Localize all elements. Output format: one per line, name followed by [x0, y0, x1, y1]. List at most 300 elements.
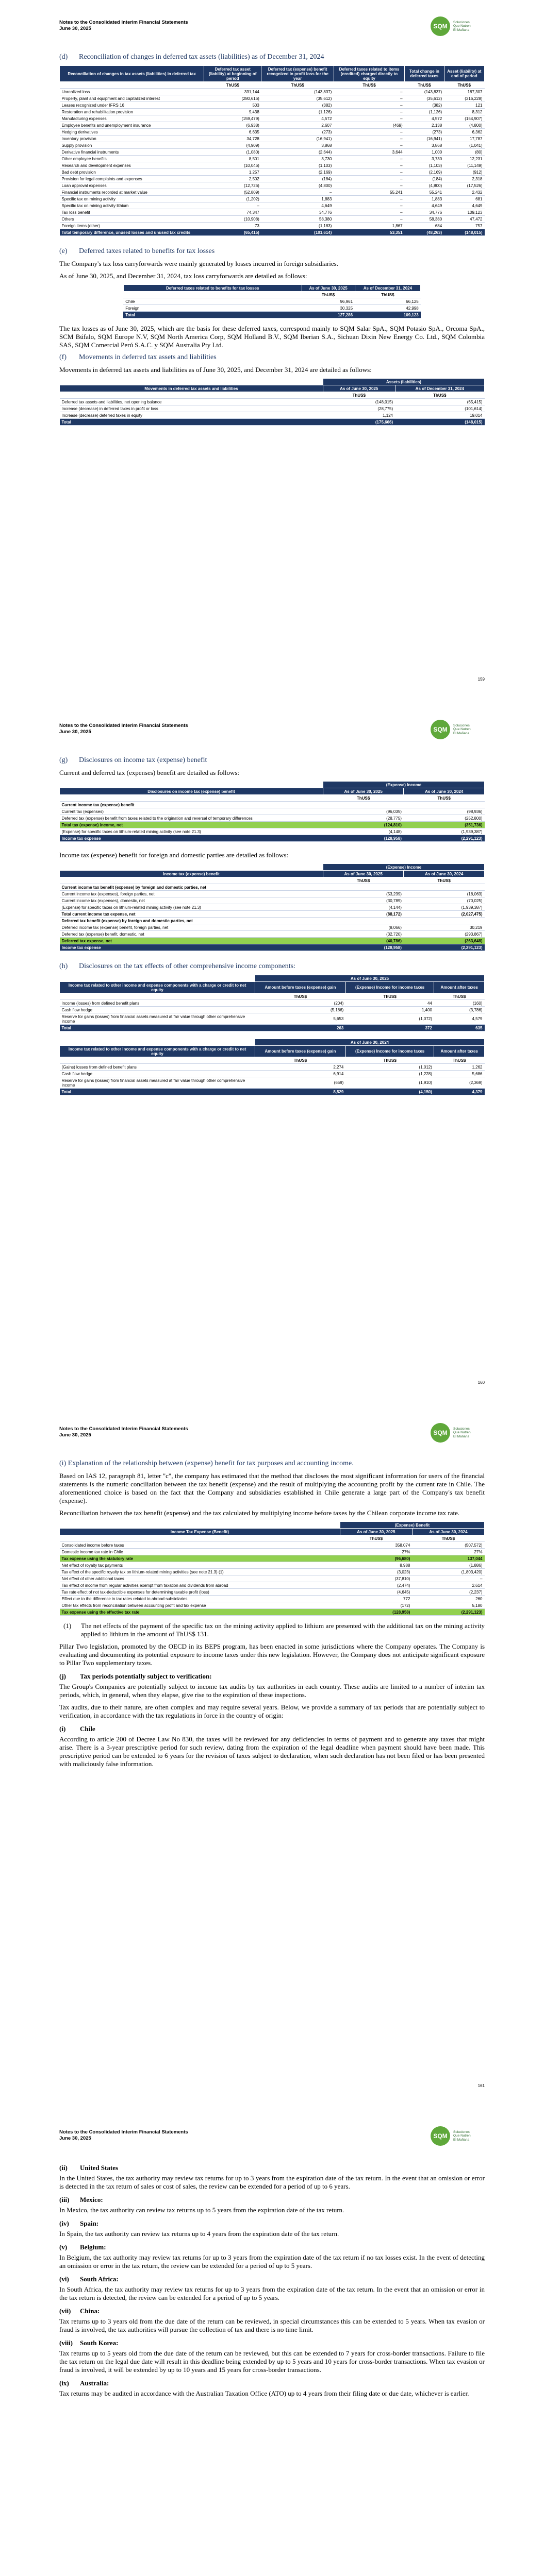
- table-row: [60, 924, 485, 931]
- cell-value: (28,775): [323, 405, 395, 412]
- row-label: Domestic income tax rate in Chile: [60, 1549, 340, 1555]
- deferred-tax-reconciliation-table: [59, 65, 485, 236]
- row-label: Current income tax (expenses), foreign parties, net: [60, 891, 323, 897]
- unit-row: [60, 1535, 485, 1542]
- row-label: Deferred income tax (expense) benefit, foreign parties, net: [60, 924, 323, 931]
- cell-value: (175,666): [323, 419, 395, 426]
- cell-value: 5,653: [255, 1013, 346, 1025]
- cell-value: (148,015): [444, 229, 484, 236]
- table-row: [60, 1542, 485, 1549]
- table-row: [60, 1064, 485, 1071]
- cell-value: 8,312: [444, 109, 484, 115]
- logo-mark: SQM: [431, 2126, 450, 2146]
- country-number: (iii): [59, 2196, 70, 2204]
- country-heading: [59, 2339, 485, 2347]
- cell-value: 27%: [340, 1549, 412, 1555]
- unit-row: [60, 877, 485, 884]
- row-label: Reserve for gains (losses) from financial assets measured at fair value through other comprehensive income: [60, 1077, 255, 1089]
- country-heading: [59, 2164, 485, 2172]
- company-logo: [431, 1422, 485, 1444]
- cell-value: 66,125: [355, 298, 421, 305]
- total-row: [60, 944, 485, 951]
- table-row: [60, 1071, 485, 1077]
- cell-value: (263,648): [404, 938, 485, 944]
- cell-value: (11,149): [444, 162, 484, 169]
- cell-value: (507,572): [412, 1542, 484, 1549]
- cell-value: –: [334, 102, 404, 109]
- cell-value: 4,579: [434, 1013, 485, 1025]
- cell-value: 4,649: [405, 202, 444, 209]
- logo-mark: SQM: [431, 16, 450, 36]
- header-row: [60, 385, 485, 392]
- row-label: Tax effect of income from regular activities exempt from taxation and dividends from abroad: [60, 1582, 340, 1589]
- country-tax-periods-list: [59, 2164, 485, 2398]
- table-row: [60, 216, 485, 223]
- unit-cell: ThUS$: [405, 82, 444, 89]
- cell-value: (1,803,420): [412, 1569, 484, 1575]
- cell-value: 635: [434, 1025, 485, 1031]
- column-header: As of June 30, 2024: [412, 1529, 484, 1535]
- row-label: Total: [60, 419, 323, 426]
- country-title: Australia:: [80, 2379, 109, 2387]
- oci-tax-effects-2025-table: [59, 975, 485, 1031]
- cell-value: 358,074: [340, 1542, 412, 1549]
- cell-value: 684: [405, 223, 444, 229]
- row-label: (Gains) losses from defined benefit plans: [60, 1064, 255, 1071]
- cell-value: (5,186): [255, 1007, 346, 1013]
- country-heading: [59, 2196, 485, 2204]
- row-label: Total tax (expense) income, net: [60, 822, 323, 828]
- cell-value: (1,103): [261, 162, 334, 169]
- cell-value: 19,014: [395, 412, 484, 419]
- table-row: [60, 95, 485, 102]
- cell-value: (160): [434, 1000, 485, 1007]
- column-header: (Expense) Income for income taxes: [345, 1046, 434, 1057]
- row-label: Inventory provision: [60, 135, 204, 142]
- row-label: Reserve for gains (losses) from financial assets measured at fair value through other comprehensive income: [60, 1013, 255, 1025]
- table-row: [60, 405, 485, 412]
- cell-value: (17,526): [444, 182, 484, 189]
- section-row: [60, 918, 485, 924]
- unit-cell: ThUS$: [334, 82, 404, 89]
- unit-cell: ThUS$: [255, 993, 346, 1000]
- group-header: As of June 30, 2025: [255, 975, 485, 982]
- total-row: [60, 835, 485, 842]
- cell-value: 3,730: [261, 156, 334, 162]
- table-row: [60, 897, 485, 904]
- page-header: [59, 703, 485, 752]
- table-row: [60, 209, 485, 216]
- row-label: Tax expense using the statutory rate: [60, 1555, 340, 1562]
- cell-value: 17,787: [444, 135, 484, 142]
- cell-value: (1,103): [405, 162, 444, 169]
- table-row: [60, 142, 485, 149]
- row-label: Unrealized loss: [60, 89, 204, 95]
- table-row: [60, 808, 485, 815]
- cell-value: (1,126): [405, 109, 444, 115]
- cell-value: (12,726): [204, 182, 261, 189]
- cell-value: (184): [405, 176, 444, 182]
- section-d-heading: (d) Reconciliation of changes in deferred tax assets (liabilities) as of December 31, 2024: [59, 53, 324, 61]
- unit-cell: ThUS$: [444, 82, 484, 89]
- country-title: Belgium:: [80, 2243, 106, 2251]
- cell-value: (293,867): [404, 931, 485, 938]
- unit-cell: [123, 292, 302, 298]
- section-j-heading: (j) Tax periods potentially subject to verification:: [59, 1672, 212, 1680]
- cell-value: (35,612): [405, 95, 444, 102]
- cell-value: –: [412, 1575, 484, 1582]
- page-header: [59, 1406, 485, 1455]
- row-label: Employee benefits and unemployment insurance: [60, 122, 204, 129]
- table-row: [60, 1013, 485, 1025]
- country-number: (iv): [59, 2219, 69, 2227]
- row-label: Restoration and rehabilitation provision: [60, 109, 204, 115]
- cell-value: –: [334, 202, 404, 209]
- row-label: Other employee benefits: [60, 156, 204, 162]
- cell-value: –: [334, 209, 404, 216]
- cell-value: 127,286: [302, 312, 355, 318]
- cell-value: 4,379: [434, 1089, 485, 1095]
- row-label: Supply provision: [60, 142, 204, 149]
- cell-value: (273): [405, 129, 444, 135]
- row-label: Deferred tax (expense) benefit, domestic, net: [60, 931, 323, 938]
- cell-value: 73: [204, 223, 261, 229]
- section-label: Current income tax benefit (expense) by foreign and domestic parties, net: [60, 884, 485, 891]
- cell-value: 34,776: [405, 209, 444, 216]
- column-header: Amount after taxes: [434, 1046, 485, 1057]
- company-logo: [431, 15, 485, 37]
- header-title: Notes to the Consolidated Interim Financial Statements June 30, 2025: [59, 723, 188, 735]
- cell-value: (172): [340, 1602, 412, 1609]
- cell-value: 9,438: [204, 109, 261, 115]
- cell-value: 1,124: [323, 412, 395, 419]
- unit-cell: ThUS$: [345, 993, 434, 1000]
- country-title: United States: [80, 2164, 119, 2172]
- page-number: 161: [477, 2083, 485, 2088]
- row-label: Others: [60, 216, 204, 223]
- cell-value: 109,123: [355, 312, 421, 318]
- cell-value: (6,938): [204, 122, 261, 129]
- table-row: [60, 129, 485, 135]
- row-label: Total current income tax expense, net: [60, 911, 323, 918]
- country-number: (ix): [59, 2379, 69, 2387]
- country-title: South Korea:: [80, 2339, 119, 2347]
- page-161: [0, 1406, 544, 2110]
- cell-value: 1,000: [405, 149, 444, 156]
- country-number: (viii): [59, 2339, 73, 2347]
- table-row: [60, 182, 485, 189]
- cell-value: (37,810): [340, 1575, 412, 1582]
- page-162: [0, 2110, 544, 2576]
- cell-value: 2,614: [412, 1582, 484, 1589]
- paragraph: Current and deferred tax (expenses) benefit are detailed as follows:: [59, 769, 240, 776]
- row-label: Current income tax (expenses), domestic, net: [60, 897, 323, 904]
- cell-value: (143,837): [405, 89, 444, 95]
- unit-row: [60, 1057, 485, 1064]
- cell-value: 34,776: [261, 209, 334, 216]
- table-row: [60, 828, 485, 835]
- header-row: [60, 982, 485, 993]
- cell-value: (16,941): [261, 135, 334, 142]
- cell-value: 3,868: [261, 142, 334, 149]
- group-header-blank: [60, 1522, 340, 1529]
- row-label: Income tax expense: [60, 835, 323, 842]
- row-label: Effect due to the difference in tax rates related to abroad subsidiaries: [60, 1596, 340, 1602]
- cell-value: 44: [345, 1000, 434, 1007]
- group-header: (Expense) Income: [323, 864, 484, 871]
- unit-cell: ThUS$: [404, 877, 485, 884]
- company-logo: [431, 2125, 485, 2147]
- cell-value: (4,800): [261, 182, 334, 189]
- header-row: [60, 871, 485, 877]
- unit-cell: ThUS$: [323, 877, 404, 884]
- cell-value: 53,351: [334, 229, 404, 236]
- cell-value: 4,572: [261, 115, 334, 122]
- group-header-blank: [60, 975, 255, 982]
- table-row: [60, 1562, 485, 1569]
- section-label: Current income tax (expense) benefit: [60, 802, 485, 808]
- section-row: [60, 802, 485, 808]
- row-label: Total temporary difference, unused losses and unused tax credits: [60, 229, 204, 236]
- table-row: [123, 298, 421, 305]
- cell-value: 30,325: [302, 305, 355, 312]
- cell-value: (2,169): [261, 169, 334, 176]
- cell-value: –: [204, 202, 261, 209]
- table-row: [60, 176, 485, 182]
- cell-value: 34,728: [204, 135, 261, 142]
- cell-value: 137,044: [412, 1555, 484, 1562]
- cell-value: 3,868: [405, 142, 444, 149]
- cell-value: (2,291,123): [404, 944, 485, 951]
- cell-value: (280,616): [204, 95, 261, 102]
- table-row: [60, 162, 485, 169]
- column-header: Deferred tax asset (liability) at beginning of period: [204, 66, 261, 82]
- row-label: Specific tax on mining activity: [60, 196, 204, 202]
- cell-value: (1,202): [204, 196, 261, 202]
- cell-value: (2,474): [340, 1582, 412, 1589]
- deferred-tax-movements-table: [59, 378, 485, 426]
- cell-value: 4,649: [261, 202, 334, 209]
- row-label: Current tax (expenses): [60, 808, 323, 815]
- total-row: [60, 1025, 485, 1031]
- column-header: Amount before taxes (expense) gain: [255, 1046, 346, 1057]
- page-number: 160: [477, 1380, 485, 1385]
- group-header-row: [60, 1039, 485, 1046]
- cell-value: (1,183): [261, 223, 334, 229]
- country-paragraph: In Mexico, the tax authority can review tax returns up to 5 years from the expiration date of the tax return.: [59, 2206, 344, 2214]
- column-header: Amount after taxes: [434, 982, 485, 993]
- column-header: As of June 30, 2025: [302, 285, 355, 292]
- unit-row: [60, 392, 485, 399]
- cell-value: (128,958): [323, 944, 404, 951]
- unit-cell: [60, 82, 204, 89]
- column-header: Movements in deferred tax assets and liabilities: [60, 385, 323, 392]
- cell-value: (148,015): [395, 419, 484, 426]
- table-row: [60, 156, 485, 162]
- cell-value: (1,886): [412, 1562, 484, 1569]
- row-label: Financial instruments recorded at market value: [60, 189, 204, 196]
- cell-value: 772: [340, 1596, 412, 1602]
- cell-value: 6,362: [444, 129, 484, 135]
- subtotal-row: [60, 1555, 485, 1562]
- column-header: As of June 30, 2025: [323, 385, 395, 392]
- row-label: Deferred tax (expense) benefit from taxes related to the origination and reversal of temporary differences: [60, 815, 323, 822]
- country-paragraph: Tax returns may be audited in accordance with the Australian Taxation Office (ATO) up to 4 years from their filing date or due date, whichever is earlier.: [59, 2389, 469, 2397]
- country-heading: [59, 2219, 485, 2228]
- row-label: Other tax effects from reconciliation between accounting profit and tax expense: [60, 1602, 340, 1609]
- unit-cell: [60, 392, 323, 399]
- unit-cell: [60, 795, 323, 802]
- oci-tax-effects-2024-table: [59, 1039, 485, 1095]
- cell-value: –: [334, 135, 404, 142]
- column-header: Disclosures on income tax (expense) benefit: [60, 788, 323, 795]
- country-heading: [59, 2275, 485, 2283]
- paragraph: Income tax (expense) benefit for foreign and domestic parties are detailed as follows:: [59, 851, 288, 859]
- logo-tagline: Soluciones Que Nutren El Mañana: [453, 20, 471, 32]
- cell-value: (18,063): [404, 891, 485, 897]
- paragraph: As of June 30, 2025, and December 31, 2024, tax loss carryforwards are detailed as follows:: [59, 272, 307, 280]
- column-header: Income tax related to other income and expense components with a charge or credit to net equity: [60, 982, 255, 993]
- table-row: [60, 115, 485, 122]
- cell-value: (65,415): [204, 229, 261, 236]
- cell-value: (128,958): [323, 835, 404, 842]
- cell-value: (4,800): [444, 122, 484, 129]
- cell-value: 4,572: [405, 115, 444, 122]
- cell-value: (128,958): [340, 1609, 412, 1616]
- unit-cell: ThUS$: [340, 1535, 412, 1542]
- table-row: [60, 1589, 485, 1596]
- country-title: China:: [80, 2307, 100, 2315]
- cell-value: 8,988: [340, 1562, 412, 1569]
- header-title: Notes to the Consolidated Interim Financial Statements June 30, 2025: [59, 2129, 188, 2141]
- country-paragraph: In Spain, the tax authority can review tax returns up to 4 years from the expiration date of the tax return.: [59, 2230, 339, 2238]
- column-header: Income Tax Expense (Benefit): [60, 1529, 340, 1535]
- row-label: (Expense) for specific taxes on lithium-related mining activity (see note 21.3): [60, 828, 323, 835]
- cell-value: (52,809): [204, 189, 261, 196]
- cell-value: 55,241: [405, 189, 444, 196]
- table-row: [60, 149, 485, 156]
- unit-row: [123, 292, 421, 298]
- paragraph: Pillar Two legislation, promoted by the OECD in its BEPS program, has been enacted in some jurisdictions where the Company operates. The Company is evaluating and documenting its potential exposure to income taxes under this new legislation. However, the Company does not anticipate significant exposure to Pillar Two supplementary taxes.: [59, 1642, 485, 1667]
- cell-value: 2,318: [444, 176, 484, 182]
- total-row: [60, 419, 485, 426]
- cell-value: 5,180: [412, 1602, 484, 1609]
- cell-value: (96,035): [323, 808, 404, 815]
- cell-value: (1,080): [204, 149, 261, 156]
- cell-value: (88,172): [323, 911, 404, 918]
- cell-value: (4,800): [405, 182, 444, 189]
- country-heading: [59, 2379, 485, 2387]
- row-label: Net effect of royalty tax payments: [60, 1562, 340, 1569]
- column-header: Deferred taxes related to items (credited) charged directly to equity: [334, 66, 404, 82]
- row-label: (Expense) for specific taxes on lithium-related mining activity (see note 21.3): [60, 904, 323, 911]
- logo-tagline: Soluciones Que Nutren El Mañana: [453, 1427, 471, 1438]
- row-label: Total: [60, 1089, 255, 1095]
- column-header: As of June 30, 2025: [323, 871, 404, 877]
- header-row: [60, 1529, 485, 1535]
- section-g-heading: (g) Disclosures on income tax (expense) benefit: [59, 756, 207, 764]
- cell-value: 6,635: [204, 129, 261, 135]
- unit-cell: ThUS$: [355, 292, 421, 298]
- total-row: [60, 1089, 485, 1095]
- cell-value: 27%: [412, 1549, 484, 1555]
- column-header: Total change in deferred taxes: [405, 66, 444, 82]
- table-row: [60, 109, 485, 115]
- row-label: Increase (decrease) deferred taxes in equity: [60, 412, 323, 419]
- logo-mark: SQM: [431, 1423, 450, 1443]
- table-row: [60, 122, 485, 129]
- cell-value: 30,219: [404, 924, 485, 931]
- group-header-row: [60, 1522, 485, 1529]
- column-header: Deferred tax (expense) benefit recognized in profit loss for the year: [261, 66, 334, 82]
- group-header-row: [60, 864, 485, 871]
- group-header: (Expense) Income: [323, 782, 484, 788]
- cell-value: (1,939,387): [404, 904, 485, 911]
- section-label: Deferred tax benefit (expense) by foreign and domestic parties, net: [60, 918, 485, 924]
- row-label: Income (losses) from defined benefit plans: [60, 1000, 255, 1007]
- cell-value: (40,786): [323, 938, 404, 944]
- cell-value: (2,291,123): [404, 835, 485, 842]
- table-row: [60, 1602, 485, 1609]
- row-label: Cash flow hedge: [60, 1007, 255, 1013]
- row-label: Income tax expense: [60, 944, 323, 951]
- cell-value: (28,775): [323, 815, 404, 822]
- country-paragraph: In South Africa, the tax authority may review tax returns for up to 3 years from the expiration date of the tax return. In the event that an omission or error in the tax return is detected, the review can be extended for a period of up to 5 years.: [59, 2285, 485, 2301]
- country-paragraph: Tax returns up to 3 years old from the due date of the return can be reviewed, in special circumstances this can be extended to 5 years. When tax evasion or fraud is involved, the tax authorities will pursue the collection of tax and there is no time limit.: [59, 2317, 485, 2333]
- tax-rate-reconciliation-table: [59, 1521, 485, 1616]
- header-title: Notes to the Consolidated Interim Financial Statements June 30, 2025: [59, 1426, 188, 1438]
- cell-value: –: [334, 169, 404, 176]
- group-header-row: [60, 975, 485, 982]
- row-label: Cash flow hedge: [60, 1071, 255, 1077]
- column-header: As of June 30, 2024: [404, 788, 485, 795]
- cell-value: 2,607: [261, 122, 334, 129]
- cell-value: 121: [444, 102, 484, 109]
- cell-value: 96,961: [302, 298, 355, 305]
- row-label: Property, plant and equipment and capitalized interest: [60, 95, 204, 102]
- unit-cell: ThUS$: [345, 1057, 434, 1064]
- unit-cell: [60, 1057, 255, 1064]
- row-label: Tax effect of the specific royalty tax on lithium-related mining activities (see note 21.3) (1): [60, 1569, 340, 1575]
- country-number: (vi): [59, 2275, 69, 2283]
- cell-value: (48,263): [405, 229, 444, 236]
- cell-value: 757: [444, 223, 484, 229]
- table-row: [60, 1569, 485, 1575]
- cell-value: 331,144: [204, 89, 261, 95]
- country-paragraph: In Belgium, the tax authority may review tax returns for up to 3 years from the expiration date of the tax return if no tax losses exist. In the event of detecting an omission or error in the tax return, the review can be extended for a period of up to 5 years.: [59, 2253, 485, 2269]
- subtotal-row: [60, 822, 485, 828]
- cell-value: (1,126): [261, 109, 334, 115]
- cell-value: 12,231: [444, 156, 484, 162]
- table-row: [60, 1582, 485, 1589]
- paragraph: The Group's Companies are potentially subject to income tax audits by tax authorities in each country. These audits are limited to a number of interim tax periods, which, in general, when they elapse, give rise to the expiration of these inspections.: [59, 1683, 485, 1699]
- row-label: Foreign: [123, 305, 302, 312]
- cell-value: (382): [261, 102, 334, 109]
- unit-cell: ThUS$: [204, 82, 261, 89]
- cell-value: 1,883: [405, 196, 444, 202]
- cell-value: –: [334, 142, 404, 149]
- cell-value: 47,472: [444, 216, 484, 223]
- table-row: [60, 196, 485, 202]
- column-header: (Expense) Income for income taxes: [345, 982, 434, 993]
- cell-value: (96,680): [340, 1555, 412, 1562]
- cell-value: (2,291,123): [412, 1609, 484, 1616]
- cell-value: 1,257: [204, 169, 261, 176]
- group-header: As of June 30, 2024: [255, 1039, 485, 1046]
- logo-tagline: Soluciones Que Nutren El Mañana: [453, 723, 471, 735]
- group-header: (Expense) Benefit: [340, 1522, 484, 1529]
- unit-row: [60, 993, 485, 1000]
